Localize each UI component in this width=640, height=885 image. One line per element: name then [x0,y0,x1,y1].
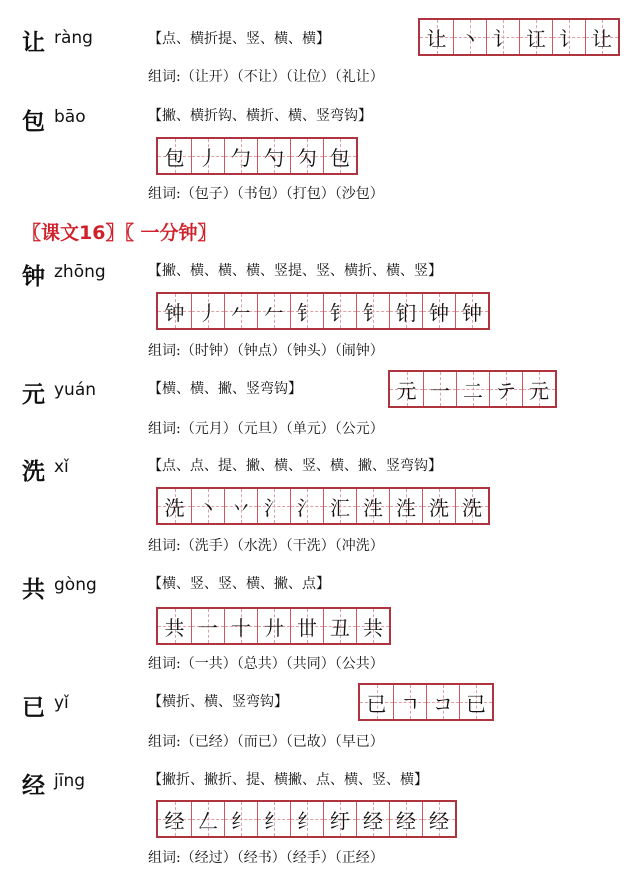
grid-cell: 经 [422,802,455,836]
lesson-header: 〖课文16〗〖 一分钟〗 [22,222,217,244]
word-examples: 组词:（经过）（经书）（经手）（正经） [148,850,384,866]
grid-cell: 已 [459,685,492,719]
grid-cell: 丶 [191,489,224,523]
grid-cell: 经 [356,802,389,836]
entry-pinyin: gòng [54,575,97,595]
grid-cell: テ [489,372,522,406]
grid-cell: 一 [423,372,456,406]
stroke-order: 【撇折、撇折、提、横撇、点、横、竖、横】 [148,772,428,788]
entry-char: 让 [22,30,45,56]
grid-cell: 共 [158,609,191,643]
grid-cell: 氵 [290,489,323,523]
entry-pinyin: jīng [54,771,86,791]
grid-cell: 经 [389,802,422,836]
entry-char: 已 [22,695,45,721]
grid-cell: 纟 [290,802,323,836]
grid-cell: 钟 [422,294,455,328]
grid-cell: 讠 [552,20,585,54]
stroke-order: 【撇、横、横、横、竖提、竖、横折、横、竖】 [148,263,442,279]
entry-char: 经 [22,773,45,799]
grid-cell: 钟 [455,294,488,328]
grid-cell: 钅 [356,294,389,328]
word-examples: 组词:（包子）（书包）（打包）（沙包） [148,186,384,202]
stroke-grid [418,18,620,56]
grid-cell: 𠂉 [257,294,290,328]
grid-cell: 廾 [257,609,290,643]
grid-cell: 𠃋 [191,802,224,836]
stroke-grid [358,683,494,721]
grid-cell: 洗 [455,489,488,523]
entry-pinyin: bāo [54,107,86,127]
grid-cell: 已 [360,685,393,719]
stroke-order: 【横、竖、竖、横、撇、点】 [148,576,330,592]
grid-cell: 勺 [257,139,290,173]
grid-cell: 元 [390,372,423,406]
entry-pinyin: zhōng [54,262,106,282]
grid-cell: 泩 [356,489,389,523]
grid-cell: 讧 [519,20,552,54]
stroke-order: 【点、点、提、撇、横、竖、横、撇、竖弯钩】 [148,458,442,474]
grid-cell: 纡 [323,802,356,836]
word-examples: 组词:（一共）（总共）（共同）（公共） [148,656,384,672]
grid-cell: 经 [158,802,191,836]
grid-cell: ㄱ [393,685,426,719]
word-examples: 组词:（元月）（元旦）（单元）（公元） [148,421,384,437]
grid-cell: 𠂉 [224,294,257,328]
grid-cell: 让 [585,20,618,54]
grid-cell: 讠 [486,20,519,54]
word-examples: 组词:（时钟）（钟点）（钟头）（闹钟） [148,343,384,359]
stroke-grid [156,607,391,645]
entry-pinyin: yuán [54,380,97,400]
stroke-order: 【撇、横折钩、横折、横、竖弯钩】 [148,108,372,124]
grid-cell: 丿 [191,294,224,328]
word-examples: 组词:（已经）（而已）（已故）（早已） [148,734,384,750]
grid-cell: 让 [420,20,453,54]
entry-char: 钟 [22,264,45,290]
grid-cell: 洗 [422,489,455,523]
stroke-grid [156,800,457,838]
entry-char: 元 [22,382,45,408]
entry-char: 洗 [22,459,45,485]
word-examples: 组词:（洗手）（水洗）（干洗）（冲洗） [148,538,384,554]
grid-cell: 丷 [224,489,257,523]
grid-cell: 汇 [323,489,356,523]
grid-cell: コ [426,685,459,719]
grid-cell: 钟 [158,294,191,328]
grid-cell: 纟 [257,802,290,836]
grid-cell: 包 [323,139,356,173]
grid-cell: 一 [191,609,224,643]
stroke-order: 【横折、横、竖弯钩】 [148,694,288,710]
grid-cell: 钔 [389,294,422,328]
grid-cell: 丿 [191,139,224,173]
grid-cell: 丶 [453,20,486,54]
grid-cell: 钅 [290,294,323,328]
grid-cell: 洗 [158,489,191,523]
stroke-grid [156,487,490,525]
stroke-order: 【点、横折提、竖、横、横】 [148,31,330,47]
grid-cell: 共 [356,609,389,643]
entry-pinyin: yǐ [54,693,69,713]
grid-cell: 元 [522,372,555,406]
entry-char: 共 [22,577,45,603]
grid-cell: 纟 [224,802,257,836]
entry-pinyin: xǐ [54,457,69,477]
grid-cell: 十 [224,609,257,643]
entry-char: 包 [22,109,45,135]
word-examples: 组词:（让开）（不让）（让位）（礼让） [148,69,384,85]
grid-cell: 泩 [389,489,422,523]
stroke-grid [388,370,557,408]
grid-cell: 钅 [323,294,356,328]
stroke-grid [156,292,490,330]
grid-cell: 丗 [290,609,323,643]
grid-cell: 氵 [257,489,290,523]
grid-cell: 勹 [224,139,257,173]
grid-cell: 包 [158,139,191,173]
stroke-order: 【横、横、撇、竖弯钩】 [148,381,302,397]
grid-cell: 勽 [290,139,323,173]
grid-cell: 二 [456,372,489,406]
grid-cell: 丑 [323,609,356,643]
stroke-grid [156,137,358,175]
entry-pinyin: ràng [54,28,93,48]
